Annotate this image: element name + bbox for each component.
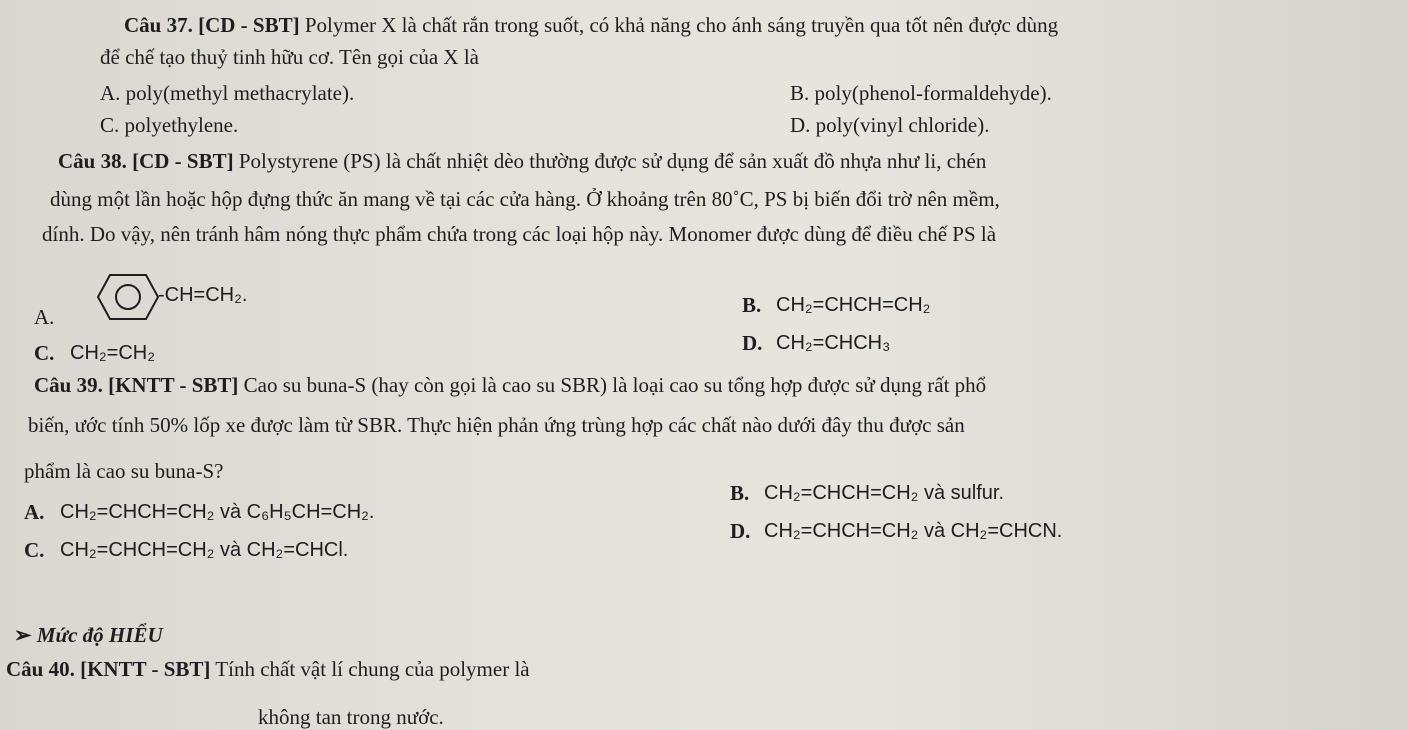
q38-heading: Câu 38. [CD - SBT] xyxy=(58,149,234,173)
q40-text-1: Tính chất vật lí chung của polymer là xyxy=(215,657,530,681)
q39-text-3: phẩm là cao su buna-S? xyxy=(24,459,224,483)
q39-option-b-label: B. xyxy=(730,481,750,505)
q39-heading: Câu 39. [KNTT - SBT] xyxy=(34,373,239,397)
q40-line-1 xyxy=(6,656,530,682)
q37-heading: Câu 37. [CD - SBT] xyxy=(124,13,300,37)
q39-option-c-formula: CH₂=CHCH=CH₂ và CH₂=CHCl. xyxy=(60,539,349,561)
q40-partial-text: không tan trong nước. xyxy=(258,705,444,729)
section-title: Mức độ HIỂU xyxy=(36,623,163,647)
q40-heading: Câu 40. [KNTT - SBT] xyxy=(6,657,211,681)
q39-option-b-formula: CH₂=CHCH=CH₂ và sulfur. xyxy=(764,482,1005,504)
q38-option-b-formula: CH₂=CHCH=CH₂ xyxy=(776,294,931,316)
q39-line-1 xyxy=(34,372,986,398)
q38-text-1: Polystyrene (PS) là chất nhiệt dèo thường được sử dụng để sản xuất đồ nhựa như li, chén xyxy=(238,149,987,173)
q38-option-d-formula: CH₂=CHCH₃ xyxy=(776,332,891,354)
q37-text-2: để chế tạo thuỷ tinh hữu cơ. Tên gọi của X là xyxy=(100,45,479,69)
q39-option-d-formula: CH₂=CHCH=CH₂ và CH₂=CHCN. xyxy=(764,520,1063,542)
q38-text-2: dùng một lần hoặc hộp đựng thức ăn mang về tại các cửa hàng. Ở khoảng trên 80˚C, PS bị biến đổi trờ nên mềm, xyxy=(50,187,1000,211)
q37-option-c: C. polyethylene. xyxy=(100,113,239,137)
q37-option-b: B. poly(phenol-formaldehyde). xyxy=(790,81,1052,105)
q38-option-c-label: C. xyxy=(34,341,55,365)
q37-line-1 xyxy=(124,12,1058,38)
q39-option-a-label: A. xyxy=(24,500,45,524)
q39-text-1: Cao su buna-S (hay còn gọi là cao su SBR) là loại cao su tổng hợp được sử dụng rất phổ xyxy=(243,373,987,397)
q38-line-1 xyxy=(58,148,986,174)
q39-text-2: biến, ước tính 50% lốp xe được làm từ SBR. Thực hiện phản ứng trùng hợp các chất nào dưới đây thu được sản xyxy=(28,413,965,437)
q39-option-d-label: D. xyxy=(730,519,751,543)
q38-option-c-formula: CH₂=CH₂ xyxy=(70,342,155,364)
q37-option-d: D. poly(vinyl chloride). xyxy=(790,113,990,137)
q39-option-c-label: C. xyxy=(24,538,45,562)
q38-option-d-label: D. xyxy=(742,331,763,355)
q39-option-a-formula: CH₂=CHCH=CH₂ và C₆H₅CH=CH₂. xyxy=(60,501,375,523)
q37-option-a: A. poly(methyl methacrylate). xyxy=(100,81,355,105)
q38-option-a-label: A. xyxy=(34,305,55,329)
q38-option-a-formula: -CH=CH₂. xyxy=(158,284,248,306)
section-bullet-icon: ➢ xyxy=(14,623,32,647)
q37-text-1: Polymer X là chất rắn trong suốt, có khả năng cho ánh sáng truyền qua tốt nên được dùng xyxy=(304,13,1059,37)
q38-option-b-label: B. xyxy=(742,293,762,317)
section-heading xyxy=(14,622,163,648)
q38-text-3: dính. Do vậy, nên tránh hâm nóng thực phẩm chứa trong các loại hộp này. Monomer được dùng để điều chế PS là xyxy=(42,222,997,246)
